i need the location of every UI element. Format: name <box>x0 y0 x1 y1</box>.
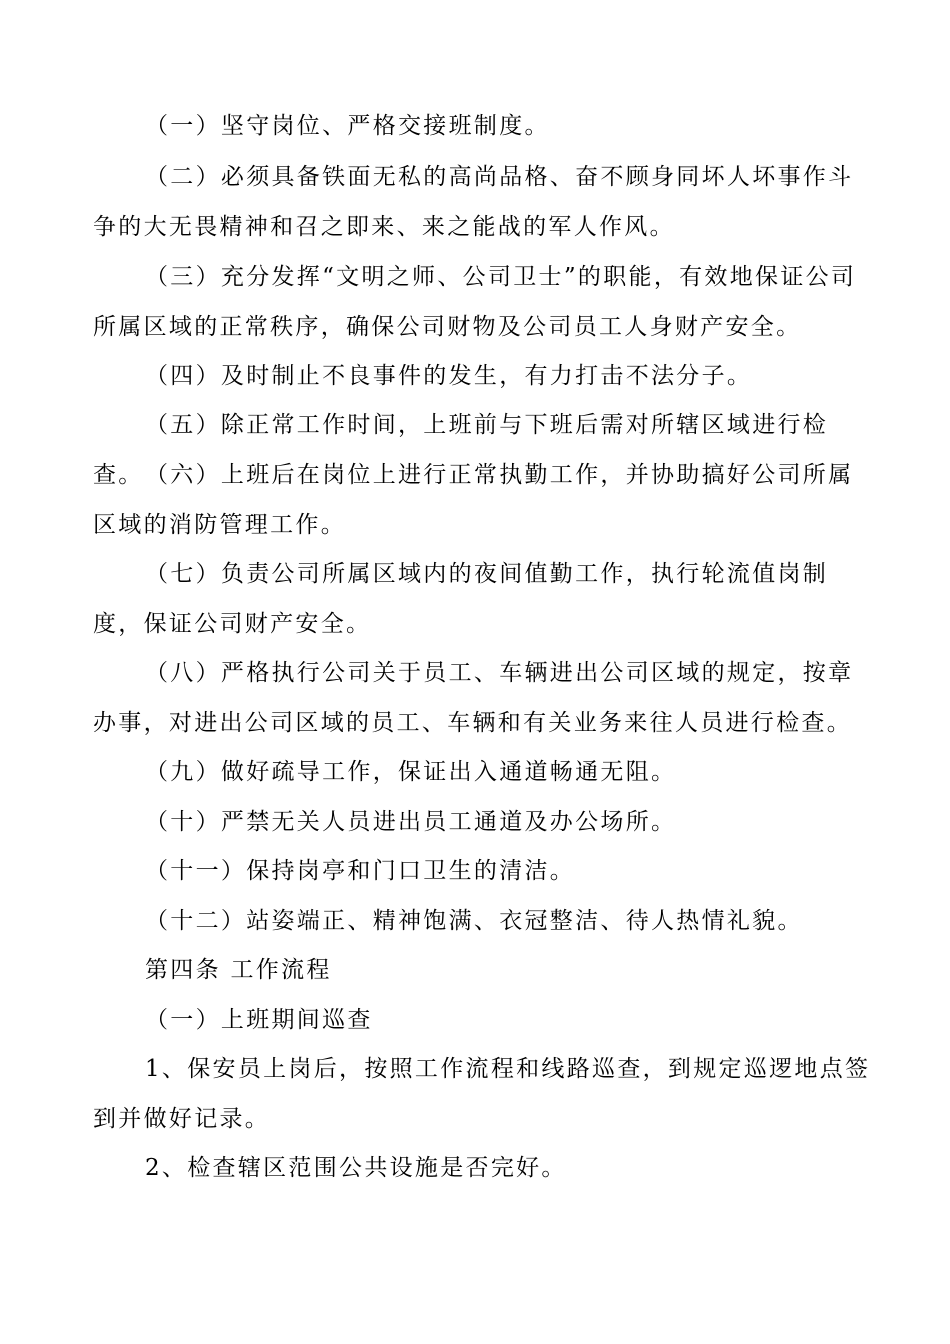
paragraph-duty-3: （三）充分发挥“文明之师、公司卫士”的职能，有效地保证公司所属区域的正常秩序，确保公司财物及公司员工人身财产安全。 <box>93 264 857 340</box>
paragraph-patrol-2: 2、检查辖区范围公共设施是否完好。 <box>145 1155 567 1181</box>
paragraph-duty-12: （十二）站姿端正、精神饱满、衣冠整洁、待人热情礼貌。 <box>145 908 803 934</box>
paragraph-duty-6: （六）上班后在岗位上进行正常执勤工作，并协助搞好公司所属区域的消防管理工作。 <box>93 462 854 538</box>
paragraph-duty-9: （九）做好疏导工作，保证出入通道畅通无阻。 <box>145 759 677 785</box>
paragraph-duty-10: （十）严禁无关人员进出员工通道及办公场所。 <box>145 809 677 835</box>
paragraph-duty-7: （七）负责公司所属区域内的夜间值勤工作，执行轮流值岗制度，保证公司财产安全。 <box>93 561 829 637</box>
paragraph-duty-5: （五）除正常工作时间，上班前与下班后需对所辖区域进行检查。 <box>93 412 829 488</box>
paragraph-duty-8: （八）严格执行公司关于员工、车辆进出公司区域的规定，按章办事，对进出公司区域的员工、车辆和有关业务来往人员进行检查。 <box>93 660 854 736</box>
paragraph-patrol-1: 1、保安员上岗后，按照工作流程和线路巡查，到规定巡逻地点签到并做好记录。 <box>93 1056 871 1132</box>
section-heading-article-4: 第四条 工作流程 <box>145 957 332 983</box>
paragraph-duty-2: （二）必须具备铁面无私的高尚品格、奋不顾身同坏人坏事作斗争的大无畏精神和召之即来、来之能战的军人作风。 <box>93 164 854 240</box>
paragraph-duty-11: （十一）保持岗亭和门口卫生的清洁。 <box>145 858 576 884</box>
subsection-heading-patrol: （一）上班期间巡查 <box>145 1007 373 1033</box>
paragraph-duty-1: （一）坚守岗位、严格交接班制度。 <box>145 113 550 139</box>
paragraph-duty-4: （四）及时制止不良事件的发生，有力打击不法分子。 <box>145 363 753 389</box>
